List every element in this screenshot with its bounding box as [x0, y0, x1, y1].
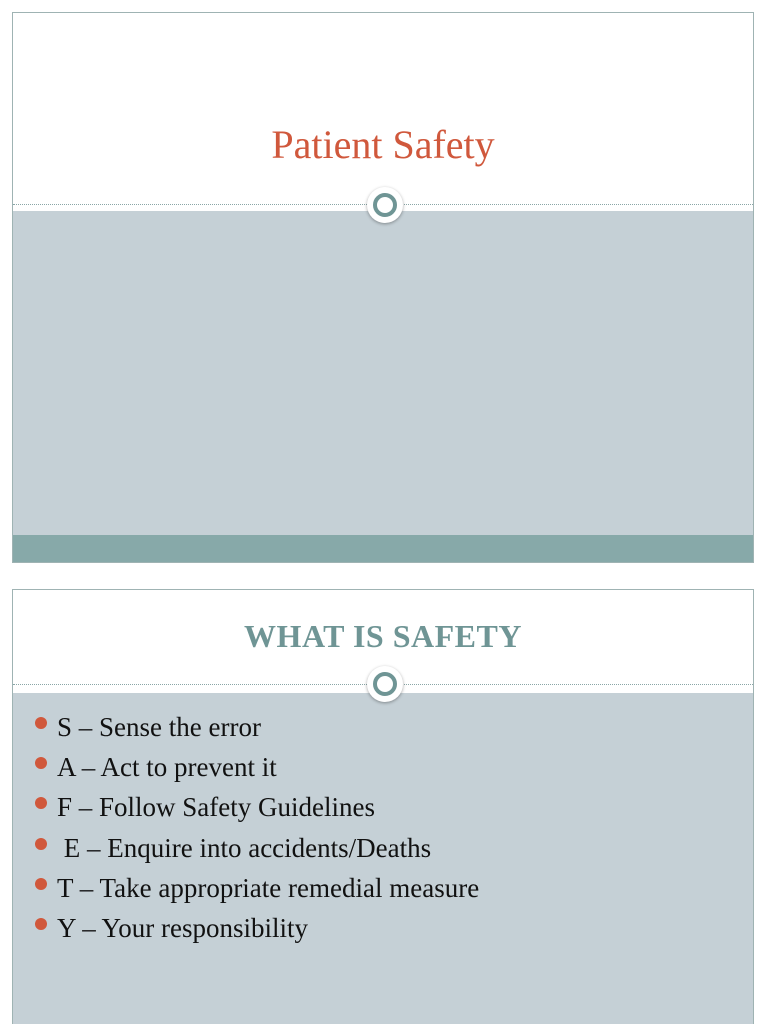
- bullet-dot-icon: [35, 878, 47, 890]
- slide-heading: WHAT IS SAFETY: [244, 618, 522, 654]
- slide-title-text: Patient Safety: [271, 122, 495, 167]
- circle-ornament-icon: [367, 666, 403, 702]
- list-item-text: T – Take appropriate remedial measure: [57, 872, 480, 903]
- bullet-dot-icon: [35, 717, 47, 729]
- list-item-text: E – Enquire into accidents/Deaths: [57, 832, 432, 863]
- list-item-text: Y – Your responsibility: [57, 912, 309, 943]
- bullet-dot-icon: [35, 838, 47, 850]
- slide-body-area: [13, 211, 753, 537]
- slide-footer-band: [13, 535, 753, 562]
- slide-what-is-safety: [12, 589, 754, 1024]
- list-item-text: A – Act to prevent it: [57, 752, 277, 783]
- slide-title: [12, 12, 754, 563]
- slide-header-area: [13, 13, 753, 211]
- list-item-text: S – Sense the error: [57, 712, 261, 742]
- circle-ornament-icon: [367, 187, 403, 223]
- list-item-text: F – Follow Safety Guidelines: [57, 792, 375, 823]
- bullet-dot-icon: [35, 918, 47, 930]
